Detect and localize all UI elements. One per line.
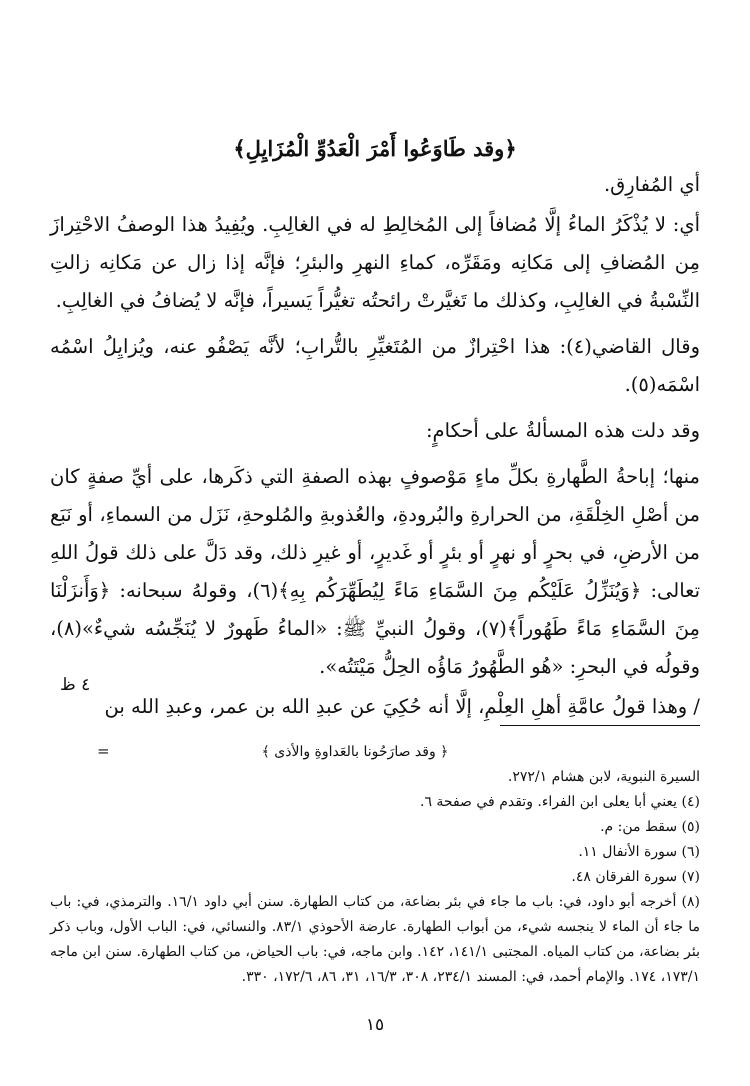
footnotes [50,740,700,990]
footnote: (٤) يعني أبا يعلى ابن الفراء. وتقدم في صفحة ٦. [419,794,700,810]
paragraph: وقد دلت هذه المسألةُ على أحكامٍ: [425,419,700,442]
footnote: السيرة النبوية، لابن هشام ٢٧٢/١. [507,769,700,785]
footnote-verse: ﴿ وقد صارَحُونا بالعَداوةِ والأذى ﴾ [261,744,449,760]
verse-heading: ﴿وقد طَاوَعُوا أَمْرَ الْعَدُوِّ الْمُزَايِلِ﴾ [233,136,517,161]
paragraph: أي: لا يُذْكَرُ الماءُ إلَّا مُضافاً إلى المُخالِطِ له في الغالِبِ. ويُفِيدُ هذا الوصفُ الاحْتِرازَ مِن المُضافِ إلى مَكانِه ومَقَرِّه، كماءِ النهرِ والبئرِ؛ فإنَّه إذا زال عن مَكانِه زالتِ النِّسْبةُ في الغالِبِ، وكذلك ما تَغيَّرتْ رائحتُه تغيُّراً يَسيراً، فإنَّه لا يُضافُ في الغالِبِ. [50,213,700,312]
margin-folio-number: ٤ ظ [60,675,91,695]
paragraph: منها؛ إباحةُ الطَّهارةِ بكلِّ ماءٍ مَوْصوفٍ بهذه الصفةِ التي ذكَرها، على أيِّ صفةٍ كان من أصْلِ الخِلْقَةِ، من الحرارةِ والبُرودةِ، والعُذوبةِ والمُلوحةِ، نَزَل من السماءِ، أو نَبَع من الأرضِ، في بحرٍ أو نهرٍ أو بئرٍ أو غَديرٍ، أو غيرِ ذلك، وقد دَلَّ على ذلك قولُ اللهِ تعالى: ﴿وَيُنَزِّلُ عَلَيْكُم مِنَ السَّمَاءِ مَاءً لِيُطَهِّرَكُم بِهِ﴾(٦)، وقولهُ سبحانه: ﴿وَأَنزَلْنَا مِنَ السَّمَاءِ مَاءً طَهُوراً﴾(٧)، وقولُ النبيِّ ﷺ: «الماءُ طَهورٌ لا يُنَجِّسُه شيءٌ»(٨)، وقولُه في البحرِ: «هُو الطَّهُورُ مَاؤُه الحِلُّ مَيْتَتُه». [50,465,701,678]
paragraph: وقال القاضي(٤): هذا احْتِرازٌ من المُتَغيِّرِ بالتُّرابِ؛ لأنَّه يَصْفُو عنه، ويُزايِلُ اسْمُه اسْمَه(٥). [50,335,700,396]
footnote: (٨) أخرجه أبو داود، في: باب ما جاء في بئر بضاعة، من كتاب الطهارة. سنن أبي داود ١٦/١. والترمذي، في: باب ما جاء أن الماء لا ينجسه شيء، من أبواب الطهارة. عارضة الأحوذي ٨٣/١. والنسائي، في: الباب الأول، وباب ذكر بئر بضاعة، من كتاب المياه. المجتبى ١٤١/١، ١٤٢. وابن ماجه، في: باب الحياض، من كتاب الطهارة. سنن ابن ماجه ١٧٣/١، ١٧٤. والإمام أحمد، في: المسند ٢٣٤/١، ٣٠٨، ١٦/٣، ٣١، ٨٦، ١٧٢/٦، ٣٣٠. [50,894,701,985]
footnote: (٥) سقط من: م. [600,819,700,835]
footnote: (٧) سورة الفرقان ٤٨. [571,869,700,885]
page-number: ١٥ [365,1015,385,1035]
footnote-divider [500,725,700,726]
paragraph: أي المُفارِق. [603,173,700,196]
paragraph: / وهذا قولُ عامَّةِ أهلِ العِلْمِ، إلَّا أنه حُكِيَ عن عبدِ الله بن عمر، وعبدِ الله بن [104,695,700,718]
footnote: (٦) سورة الأنفال ١١. [578,844,700,860]
footnote-continuation-marker: = [97,742,110,760]
main-text [50,166,700,728]
